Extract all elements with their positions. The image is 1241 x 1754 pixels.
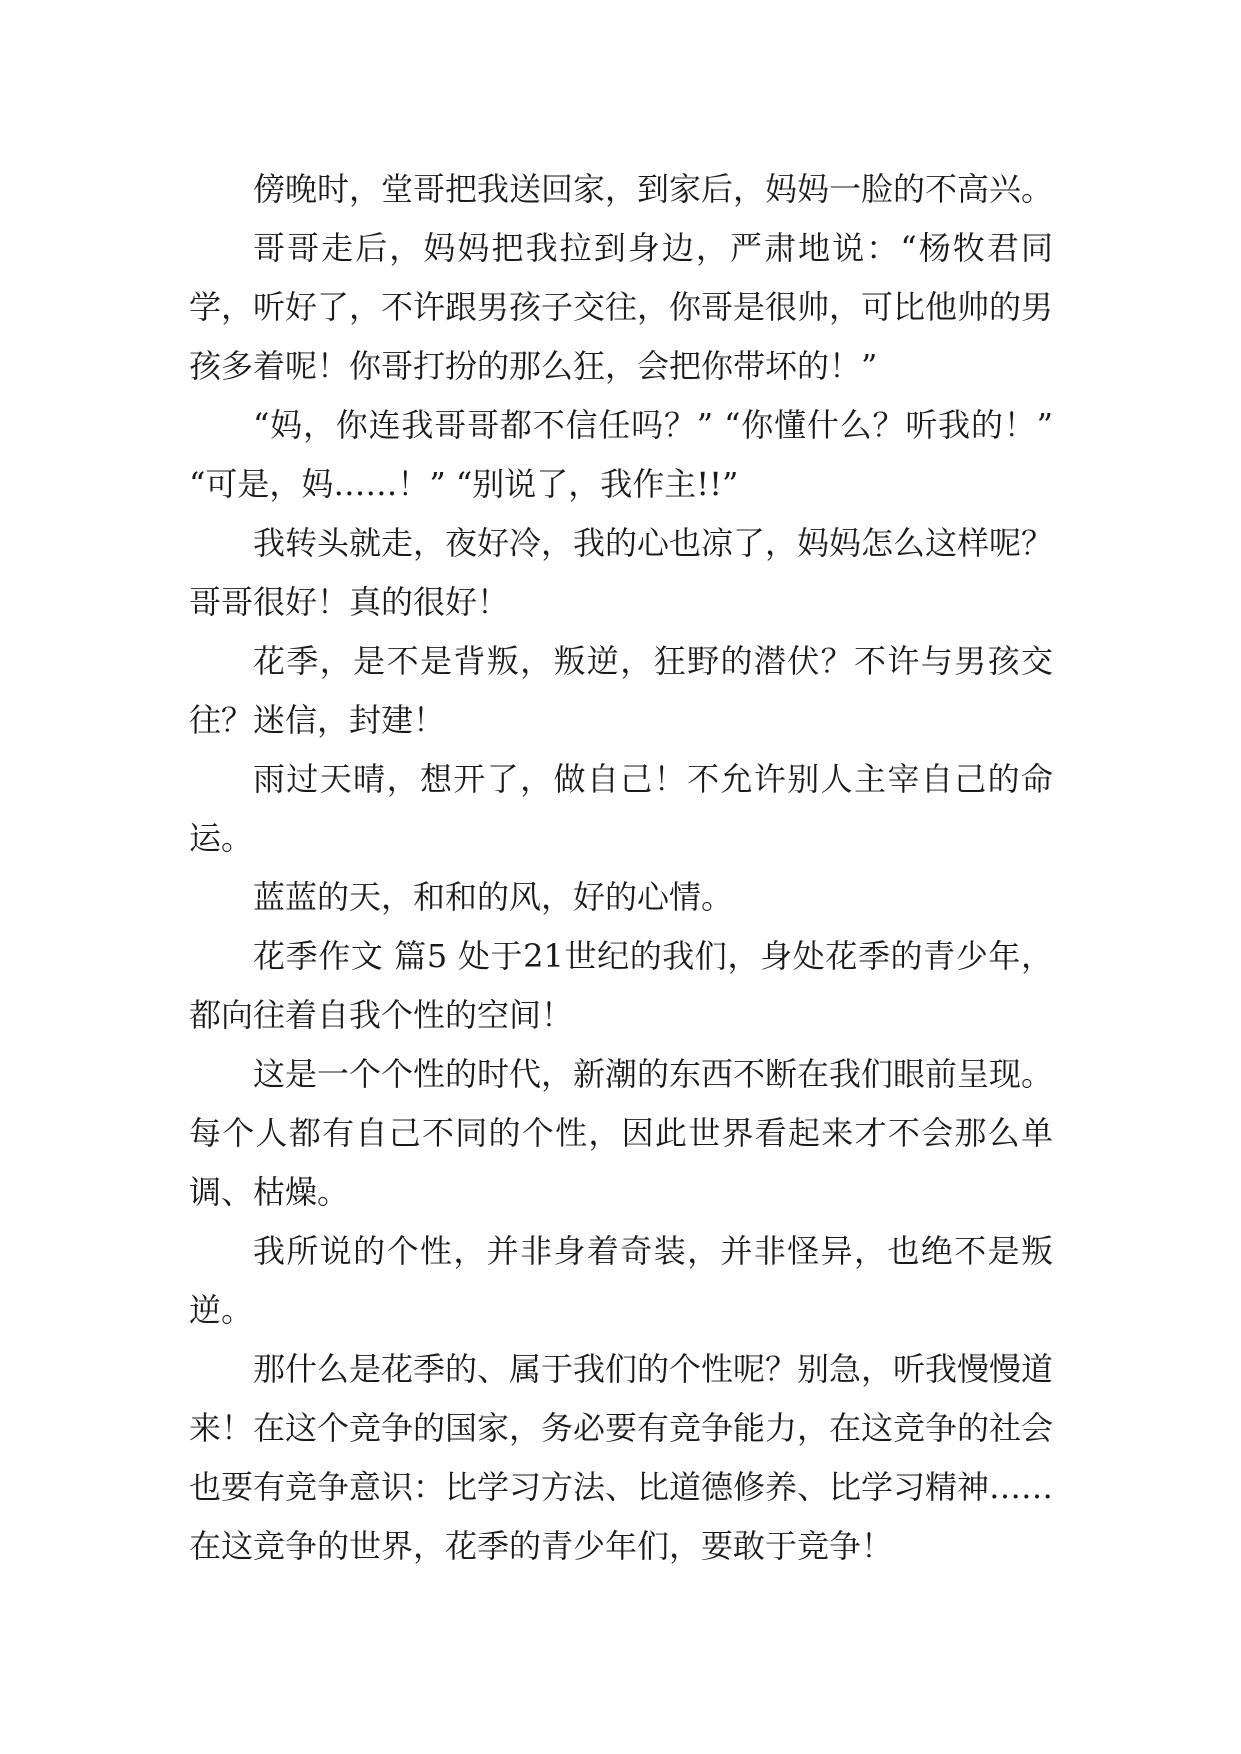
paragraph-11: 那什么是花季的、属于我们的个性呢？别急，听我慢慢道来！在这个竞争的国家，务必要有竞争能力，在这竞争的社会也要有竞争意识：比学习方法、比道德修养、比学习精神……在这竞争的世界，花季的青少年们，要敢于竞争！	[189, 1350, 1054, 1565]
paragraph-1: 傍晚时，堂哥把我送回家，到家后，妈妈一脸的不高兴。	[253, 170, 1054, 208]
essay-body	[189, 160, 1053, 1576]
section-heading-paragraph: 花季作文 篇5 处于21世纪的我们，身处花季的青少年，都向往着自我个性的空间！	[189, 937, 1053, 1034]
paragraph-2: 哥哥走后，妈妈把我拉到身边，严肃地说：“杨牧君同学，听好了，不许跟男孩子交往，你哥是很帅，可比他帅的男孩多着呢！你哥打扮的那么狂，会把你带坏的！”	[189, 229, 1054, 385]
paragraph-4: 我转头就走，夜好冷，我的心也凉了，妈妈怎么这样呢？哥哥很好！真的很好！	[189, 524, 1054, 621]
paragraph-5: 花季，是不是背叛，叛逆，狂野的潜伏？不许与男孩交往？迷信，封建！	[189, 642, 1053, 739]
paragraph-7: 蓝蓝的天，和和的风，好的心情。	[253, 878, 734, 916]
paragraph-10: 我所说的个性，并非身着奇装，并非怪异，也绝不是叛逆。	[189, 1232, 1053, 1329]
paragraph-3: “妈，你连我哥哥都不信任吗？” “你懂什么？听我的！” “可是，妈……！” “别说了，我作主!!”	[189, 406, 1053, 503]
paragraph-6: 雨过天晴，想开了，做自己！不允许别人主宰自己的命运。	[189, 760, 1053, 857]
paragraph-9: 这是一个个性的时代，新潮的东西不断在我们眼前呈现。每个人都有自己不同的个性，因此世界看起来才不会那么单调、枯燥。	[189, 1055, 1054, 1211]
